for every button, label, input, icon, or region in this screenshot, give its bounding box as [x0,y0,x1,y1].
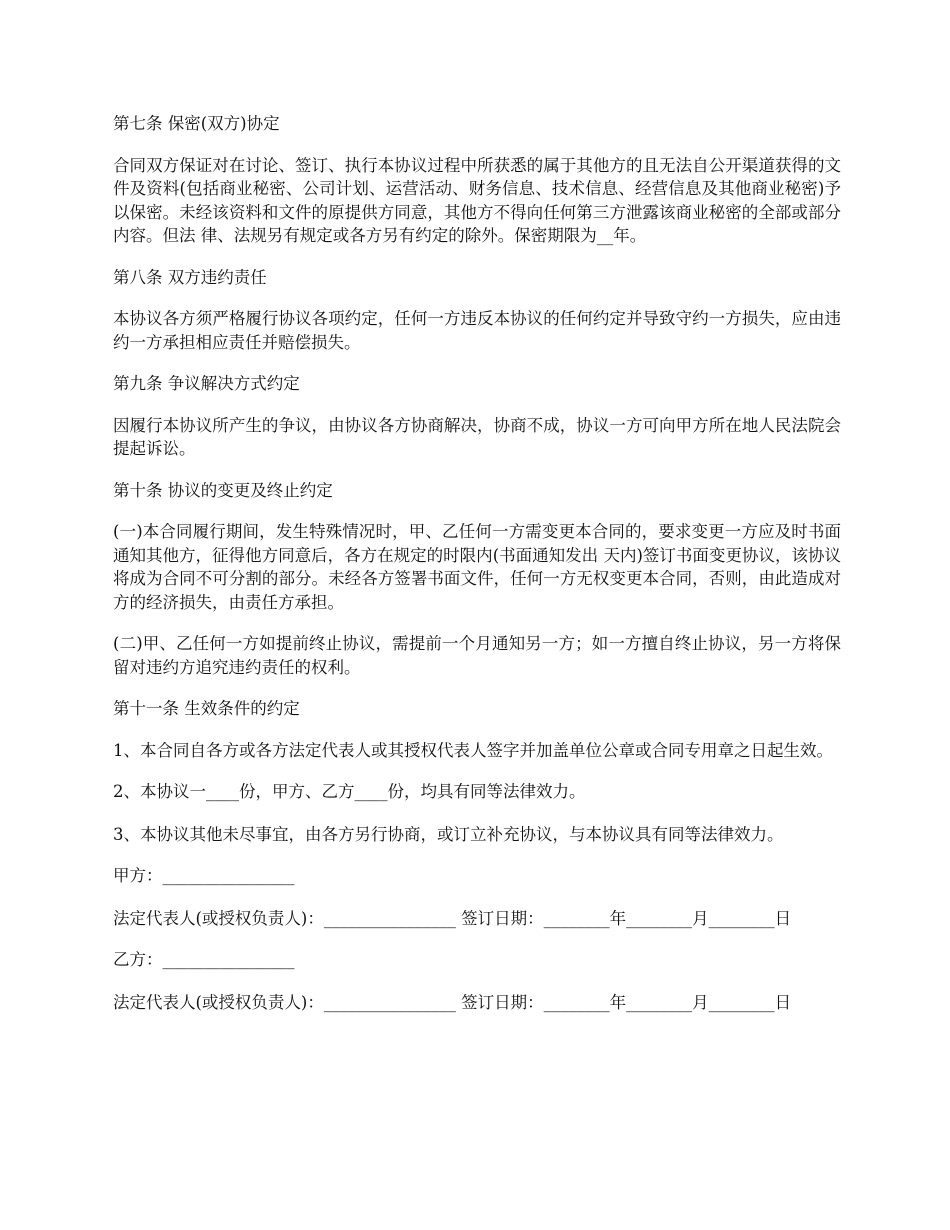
article7-text: 合同双方保证对在讨论、签订、执行本协议过程中所获悉的属于其他方的且无法自公开渠道获得的文件及资料(包括商业秘密、公司计划、运营活动、财务信息、技术信息、经营信息及其他商业秘密)予以保密。未经该资料和文件的原提供方同意，其他方不得向任何第三方泄露该商业秘密的全部或部分内容。但法 律、法规另有规定或各方另有约定的除外。保密期限为__年。 [113,155,841,245]
document-page [113,112,841,1032]
party-b-signature: 乙方：________________ [113,950,295,969]
party-a-signature: 甲方：________________ [113,866,295,885]
article11-item-2: 2、本协议一____份，甲方、乙方____份，均具有同等法律效力。 [113,782,586,801]
article10-item-1: (一)本合同履行期间，发生特殊情况时，甲、乙任何一方需变更本合同的，要求变更一方应及时书面通知其他方，征得他方同意后，各方在规定的时限内(书面通知发出 天内)签订书面变更协议，该协议将成为合同不可分割的部分。未经各方签署书面文件，任何一方无权变更本合同，否则，由此造成对方的经济损失，由责任方承担。 [113,522,841,612]
article8-text: 本协议各方须严格履行协议各项约定，任何一方违反本协议的任何约定并导致守约一方损失，应由违约一方承担相应责任并赔偿损失。 [113,309,841,352]
article11-item-1: 1、本合同自各方或各方法定代表人或其授权代表人签字并加盖单位公章或合同专用章之日起生效。 [113,740,833,760]
article7-title: 第七条 保密(双方)协定 [113,114,280,133]
article9-title: 第九条 争议解决方式约定 [113,374,300,393]
party-b-representative: 法定代表人(或授权负责人)：________________ 签订日期：________年________月________日 [113,992,792,1012]
article10-item-2: (二)甲、乙任何一方如提前终止协议，需提前一个月通知另一方；如一方擅自终止协议，另一方将保留对违约方追究违约责任的权利。 [113,634,841,677]
party-a-representative: 法定代表人(或授权负责人)：________________ 签订日期：________年________月________日 [113,908,792,928]
article11-item-3: 3、本协议其他未尽事宜，由各方另行协商，或订立补充协议，与本协议具有同等法律效力。 [113,824,784,844]
article11-title: 第十一条 生效条件的约定 [113,699,300,718]
article8-title: 第八条 双方违约责任 [113,267,267,287]
article9-text: 因履行本协议所产生的争议，由协议各方协商解决，协商不成，协议一方可向甲方所在地人民法院会提起诉讼。 [113,415,841,458]
article10-title: 第十条 协议的变更及终止约定 [113,480,333,500]
